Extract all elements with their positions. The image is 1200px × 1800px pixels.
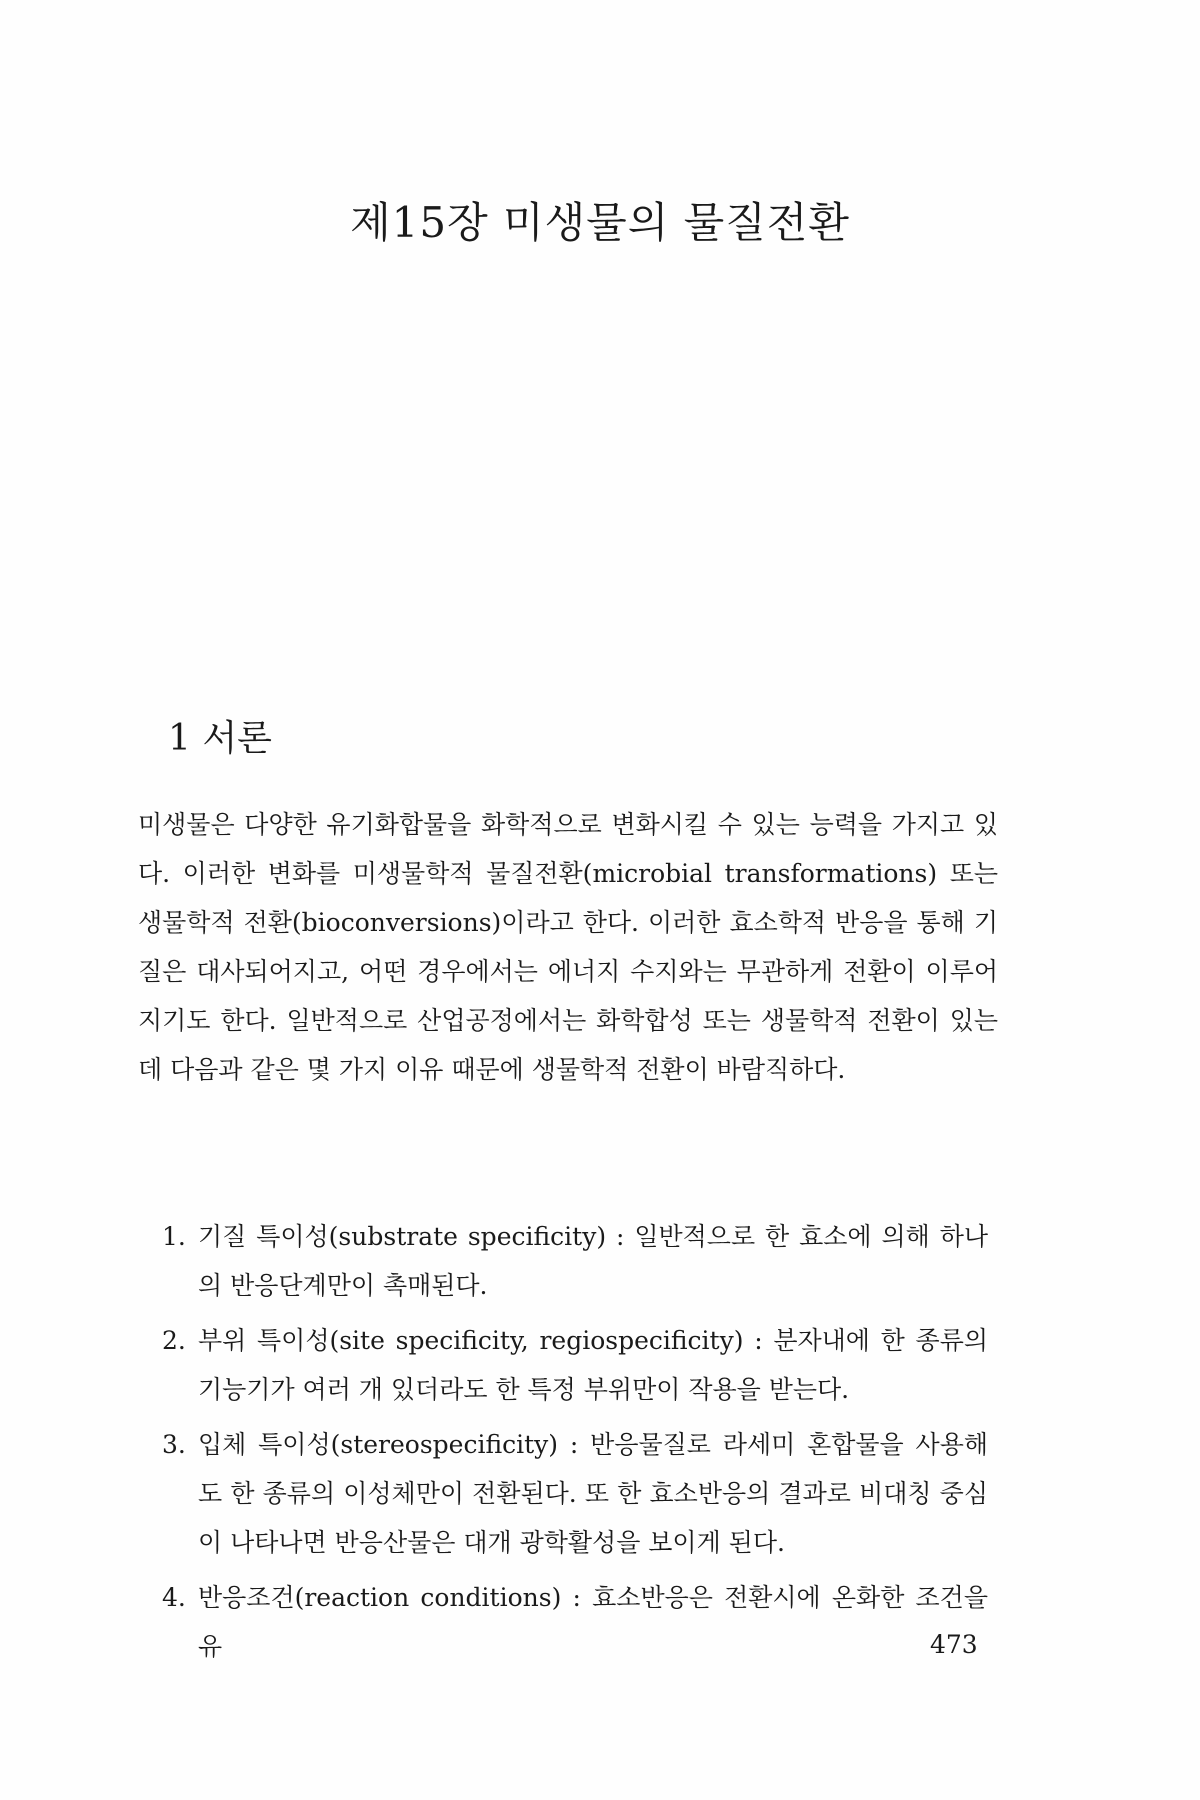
- list-item-text: 기질 특이성(substrate specificity) : 일반적으로 한 효소에 의해 하나의 반응단계만이 촉매된다.: [198, 1222, 988, 1300]
- section-heading: 1 서론: [168, 718, 272, 759]
- list-item-number: 1.: [162, 1222, 186, 1251]
- list-item: [0, 1212, 988, 1310]
- list-item-text: 입체 특이성(stereospecificity) : 반응물질로 라세미 혼합물을 사용해도 한 종류의 이성체만이 전환된다. 또 한 효소반응의 결과로 비대칭 중심이 나타나면 반응산물은 대개 광학활성을 보이게 된다.: [198, 1430, 988, 1557]
- list-item: [0, 1316, 988, 1414]
- list-item-number: 3.: [162, 1430, 186, 1459]
- numbered-list: [0, 1212, 1200, 1677]
- page-number: 473: [930, 1630, 978, 1659]
- list-item: [0, 1573, 988, 1671]
- list-item-number: 2.: [162, 1326, 186, 1355]
- list-item-number: 4.: [162, 1583, 186, 1612]
- list-item: [0, 1420, 988, 1567]
- chapter-title: 제15장 미생물의 물질전환: [350, 198, 850, 247]
- intro-paragraph: 미생물은 다양한 유기화합물을 화학적으로 변화시킬 수 있는 능력을 가지고 있다. 이러한 변화를 미생물학적 물질전환(microbial transformations) 또는 생물학적 전환(bioconversions)이라고 한다. 이러한 효소학적 반응을 통해 기질은 대사되어지고, 어떤 경우에서는 에너지 수지와는 무관하게 전환이 이루어지기도 한다. 일반적으로 산업공정에서는 화학합성 또는 생물학적 전환이 있는데 다음과 같은 몇 가지 이유 때문에 생물학적 전환이 바람직하다.: [138, 810, 998, 1084]
- list-item-text: 반응조건(reaction conditions) : 효소반응은 전환시에 온화한 조건을 유: [198, 1583, 988, 1661]
- list-item-text: 부위 특이성(site specificity, regiospecificity) : 분자내에 한 종류의 기능기가 여러 개 있더라도 한 특정 부위만이 작용을 받는다.: [198, 1326, 988, 1404]
